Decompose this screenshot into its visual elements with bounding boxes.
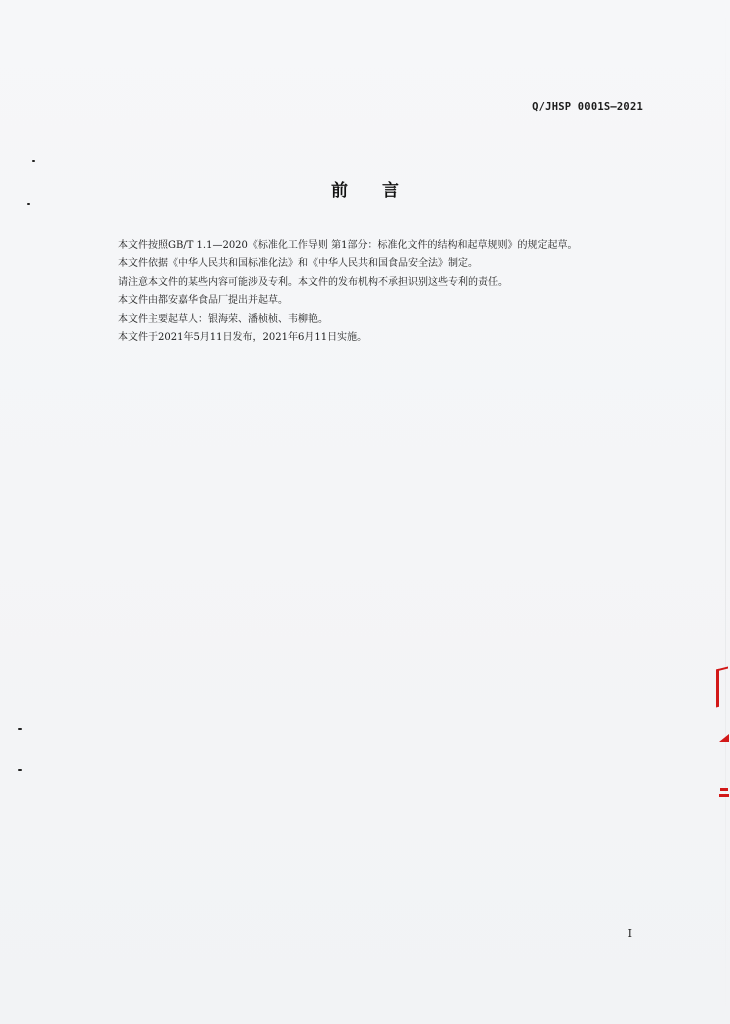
document-code: Q/JHSP 0001S—2021 [532, 101, 643, 113]
scan-speck [32, 160, 35, 162]
seal-stamp-fragment [716, 660, 730, 830]
foreword-paragraph: 请注意本文件的某些内容可能涉及专利。本文件的发布机构不承担识别这些专利的责任。 [118, 276, 508, 288]
foreword-paragraph: 本文件按照GB/T 1.1—2020《标准化工作导则 第1部分：标准化文件的结构和起草规则》的规定起草。 [118, 240, 578, 251]
foreword-paragraph: 本文件依据《中华人民共和国标准化法》和《中华人民共和国食品安全法》制定。 [118, 258, 478, 270]
page-number: I [627, 927, 632, 940]
page-title: 前 言 [331, 181, 413, 201]
foreword-body [96, 237, 656, 347]
foreword-paragraph: 本文件主要起草人：银海荣、潘桢桢、韦柳艳。 [118, 313, 328, 325]
foreword-paragraph: 本文件由都安嘉华食品厂提出并起草。 [118, 295, 288, 307]
scan-speck [18, 769, 22, 771]
scan-speck [27, 203, 30, 205]
scan-speck [18, 728, 22, 730]
page-edge-shadow [725, 0, 726, 1024]
foreword-paragraph: 本文件于2021年5月11日发布，2021年6月11日实施。 [118, 332, 368, 344]
